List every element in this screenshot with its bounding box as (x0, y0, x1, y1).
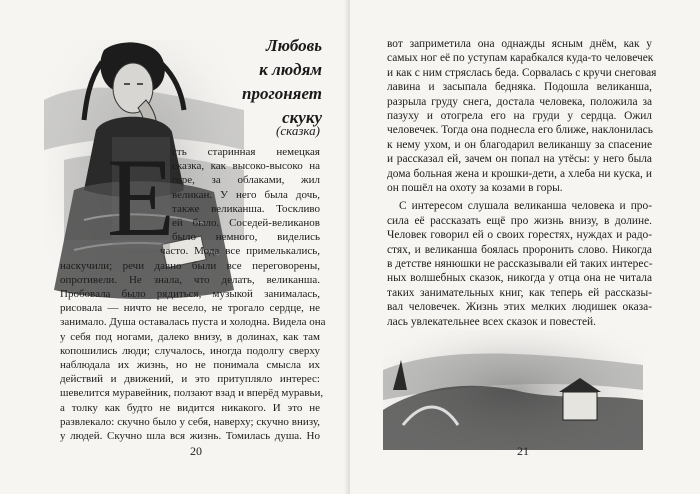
text-line: а толку как будто не видится никакого. И это не (60, 401, 320, 414)
text-line: горе, за облаками, жил (172, 174, 320, 187)
text-line: Человек говорил ей о своих горестях, нуждах и радо- (387, 229, 652, 242)
text-line: у людей. Скучно шла вся жизнь. Томилась душа. Но (60, 430, 320, 442)
dropcap-glyph: Е (106, 136, 176, 260)
text-line: наскучили; речи давно были все переговорены, (60, 259, 320, 272)
text-line: копошились люди; случалось, иногда подолгу сверху (60, 344, 320, 357)
title-line: скуку (282, 108, 322, 127)
text-line: самых ног её по уступам карабкался куда-то человечек (387, 52, 654, 65)
text-line: Пробовала было рядиться, музыкой занималась, (60, 288, 320, 300)
text-line: действий и движений, и это притупляло интерес: (60, 373, 320, 386)
title-line: Любовь (266, 36, 322, 55)
text-line: занимало. Душа оставалась пуста и холодна. Видела она (60, 316, 326, 329)
text-line: лась увлекательнее всех сказок и повестей. (387, 315, 596, 328)
text-line: С интересом слушала великанша человека и про- (399, 200, 652, 213)
text-line: развлекало: скучно было у себя, наверху; скучно внизу, (60, 415, 320, 428)
text-line: шевелится муравейник, ползают взад и вперёд муравьи, (60, 387, 324, 400)
text-line: в детстве нянюшки не рассказывали ей таких интерес- (387, 258, 653, 270)
text-line: и рассказал ей, зачем он попал на утёсы: у него была (387, 153, 652, 166)
text-line: наблюдала их жизнь, но не понимала смысла их (60, 359, 320, 371)
text-line: великан. У него была дочь, (172, 188, 320, 201)
text-line: вот заприметила она однажды ясным днём, как у (387, 38, 652, 50)
title-line: к людям (259, 60, 322, 79)
landscape-illustration (383, 330, 643, 450)
page-number-right: 21 (517, 444, 529, 458)
text-line: пазуху и отогрела его на груди у сердца. Ожил (387, 110, 652, 122)
text-line: и как с ним стряслась беда. Сорвалась с кручи снеговая (387, 66, 657, 79)
text-line: человечек. Тогда она поднесла его ближе, наклонилась (387, 124, 653, 137)
text-line: сказка, как высоко-высоко на (172, 160, 320, 173)
text-line: таких занимательных книг, как теперь ей рассказы- (387, 286, 652, 299)
text-line: дома больная жена и крошки-дети, а хлеба ни куска, и (387, 167, 652, 180)
title-line: прогоняет (242, 84, 322, 103)
text-line: разрыла груду снега, достала человека, положила за (387, 95, 652, 108)
text-line: у себя под ногами, далеко внизу, в долинах, как там (60, 330, 320, 343)
text-line: также великанша. Тоскливо (172, 202, 320, 215)
text-line: рисовала — ничто не весело, не трогало сердце, не (60, 302, 320, 315)
text-line: к нему ухом, и он благодарил великаншу за спасение (387, 138, 652, 151)
right-page (350, 0, 700, 494)
text-line: опротивели. Не знала, что делать, великанша. (60, 273, 320, 286)
text-line: вал человечек. Жизнь этих мелких людишек оказа- (387, 301, 652, 314)
text-line: сила её рассказать ещё про жизнь внизу, в долине. (387, 214, 652, 227)
story-subtitle: (сказка) (275, 123, 320, 138)
text-line: лавина и засыпала бедняка. Подошла великанша, (387, 81, 652, 94)
text-line: ных волшебных сказок, никогда у отца она не читала (387, 272, 652, 285)
text-line: часто. Мода все примелькались, (160, 245, 320, 258)
text-line: было немного, виделись (172, 231, 320, 244)
page-number-left: 20 (190, 444, 202, 458)
text-line: ей было. Соседей-великанов (172, 217, 320, 229)
text-line: стях, и великанша боялась проронить слово. Никогда (387, 243, 652, 256)
text-line: он пошёл на охоту за козами в горы. (387, 182, 563, 194)
text-line: сть старинная немецкая (172, 146, 320, 158)
